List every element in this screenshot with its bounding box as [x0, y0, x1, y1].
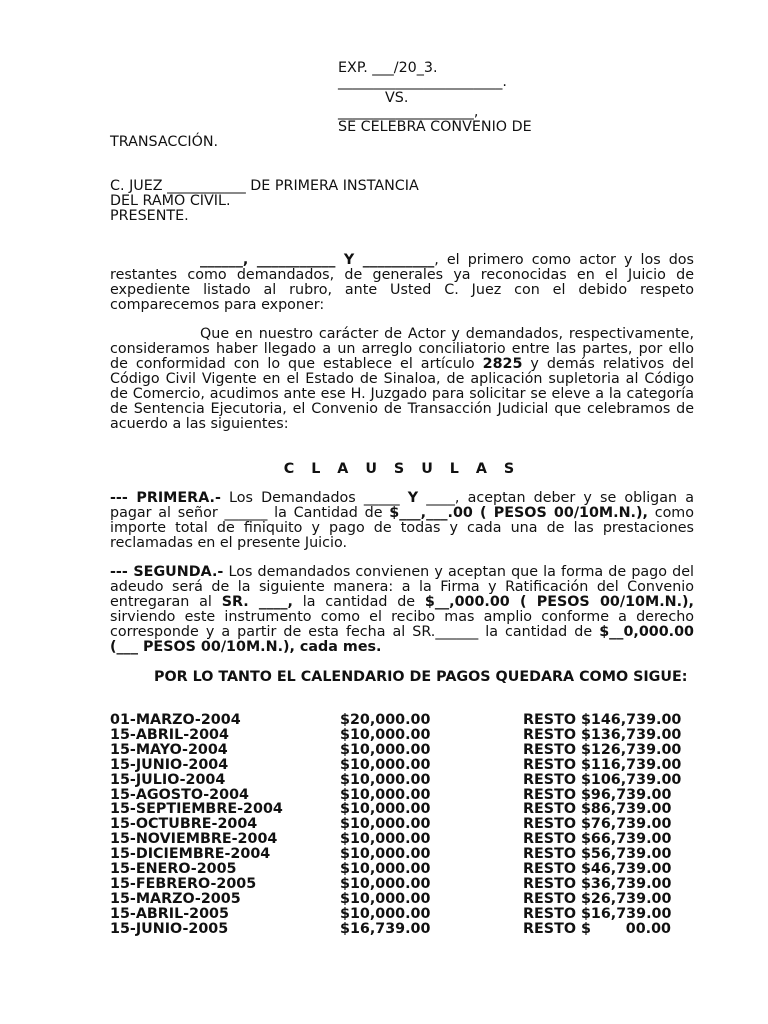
payment-date: 15-JUNIO-2004	[110, 756, 229, 773]
payment-row	[110, 892, 723, 907]
payment-date: 15-MAYO-2004	[110, 741, 228, 758]
payment-date: 15-ABRIL-2005	[110, 905, 229, 922]
payment-row	[110, 847, 723, 862]
defendant-blank-line: ___________________,	[338, 104, 479, 120]
payment-remaining: RESTO $66,739.00	[523, 831, 672, 848]
payment-row	[110, 802, 723, 817]
intro-paragraph: ______, ___________ Y __________, el primero como actor y los dos restantes como demandados, de generales ya reconocidas en el Juicio de expediente listado al rubro, ante Usted C. Juez con el debido respeto comparecemos para exponer:	[110, 252, 694, 313]
payment-date: 15-JUNIO-2005	[110, 920, 229, 937]
payment-date: 01-MARZO-2004	[110, 712, 241, 728]
clauses-title: C L A U S U L A S	[283, 461, 521, 477]
versus-label: VS.	[385, 90, 409, 106]
payment-remaining: RESTO $146,739.00	[523, 712, 682, 728]
plaintiff-blank-line: _______________________.	[338, 74, 507, 90]
payment-amount: $10,000.00	[340, 786, 431, 803]
payment-date: 15-AGOSTO-2004	[110, 786, 249, 803]
payment-date: 15-SEPTIEMBRE-2004	[110, 801, 283, 818]
case-subject: SE CELEBRA CONVENIO DE	[338, 119, 532, 135]
payment-row	[110, 832, 723, 847]
payment-amount: $10,000.00	[340, 831, 431, 848]
payment-remaining: RESTO $ 00.00	[523, 920, 671, 937]
monthly-amount: $__0,000.00 (___ PESOS 00/10M.N.), cada mes.	[110, 624, 694, 655]
parties-names: ______, ___________ Y __________	[200, 252, 435, 268]
payment-row	[110, 743, 723, 758]
payment-row	[110, 788, 723, 803]
payment-remaining: RESTO $76,739.00	[523, 816, 672, 833]
clause-primera: --- PRIMERA.- Los Demandados _____ Y ____, aceptan deber y se obligan a pagar al señor ______ la Cantidad de $___,___.00 ( PESOS 00/10M.N.), como importe total de finiquito y pago de todas y cada una de las prestaciones reclamadas en el presente Juicio.	[110, 490, 694, 551]
addressee-present: PRESENTE.	[110, 208, 189, 224]
payment-row	[110, 728, 723, 743]
payment-remaining: RESTO $116,739.00	[523, 756, 682, 773]
payment-row	[110, 713, 723, 728]
payment-remaining: RESTO $96,739.00	[523, 786, 672, 803]
clause-segunda-label: --- SEGUNDA.-	[110, 564, 224, 580]
payment-row	[110, 862, 723, 877]
payment-remaining: RESTO $136,739.00	[523, 726, 682, 743]
payment-remaining: RESTO $46,739.00	[523, 861, 672, 878]
payment-row	[110, 877, 723, 892]
clause-primera-label: --- PRIMERA.-	[110, 490, 221, 506]
payment-schedule-table	[110, 713, 723, 937]
payment-remaining: RESTO $106,739.00	[523, 771, 682, 788]
payment-remaining: RESTO $126,739.00	[523, 741, 682, 758]
payment-row	[110, 922, 723, 937]
payment-remaining: RESTO $36,739.00	[523, 875, 672, 892]
payment-remaining: RESTO $86,739.00	[523, 801, 672, 818]
payment-remaining: RESTO $16,739.00	[523, 905, 672, 922]
addressee-judge: C. JUEZ ___________ DE PRIMERA INSTANCIA	[110, 178, 419, 194]
payment-date: 15-MARZO-2005	[110, 890, 241, 907]
calendar-heading: POR LO TANTO EL CALENDARIO DE PAGOS QUEDARA COMO SIGUE:	[154, 669, 688, 685]
payment-amount: $10,000.00	[340, 846, 431, 863]
payment-amount: $10,000.00	[340, 905, 431, 922]
payment-amount: $10,000.00	[340, 771, 431, 788]
payment-date: 15-DICIEMBRE-2004	[110, 846, 271, 863]
clause-segunda: --- SEGUNDA.- Los demandados convienen y aceptan que la forma de pago del adeudo será de la siguiente manera: a la Firma y Ratificación del Convenio entregaran al SR. ____, la cantidad de $__,000.00 ( PESOS 00/10M.N.), sirviendo este instrumento como el recibo mas amplio conforme a derecho corresponde y a partir de esta fecha al SR.______ la cantidad de $__0,000.00 (___ PESOS 00/10M.N.), cada mes.	[110, 564, 694, 655]
payment-date: 15-ABRIL-2004	[110, 726, 229, 743]
case-subject-continued: TRANSACCIÓN.	[110, 134, 219, 150]
article-number: 2825	[482, 356, 523, 372]
clause-primera-amount: $___,___.00 ( PESOS 00/10M.N.),	[389, 505, 648, 521]
payment-row	[110, 817, 723, 832]
payment-amount: $10,000.00	[340, 861, 431, 878]
payment-row	[110, 773, 723, 788]
payment-row	[110, 907, 723, 922]
payment-date: 15-NOVIEMBRE-2004	[110, 831, 278, 848]
payment-remaining: RESTO $56,739.00	[523, 846, 672, 863]
payment-amount: $10,000.00	[340, 741, 431, 758]
payment-date: 15-FEBRERO-2005	[110, 875, 257, 892]
payment-amount: $10,000.00	[340, 875, 431, 892]
payment-amount: $10,000.00	[340, 726, 431, 743]
payment-amount: $16,739.00	[340, 920, 431, 937]
payment-amount: $10,000.00	[340, 801, 431, 818]
payment-amount: $10,000.00	[340, 890, 431, 907]
agreement-paragraph: Que en nuestro carácter de Actor y demandados, respectivamente, consideramos haber llegado a un arreglo conciliatorio entre las partes, por ello de conformidad con lo que establece el artículo 2825 y demás relativos del Código Civil Vigente en el Estado de Sinaloa, de aplicación supletoria al Código de Comercio, acudimos ante ese H. Juzgado para solicitar se eleve a la categoría de Sentencia Ejecutoria, el Convenio de Transacción Judicial que celebramos de acuerdo a las siguientes:	[110, 326, 694, 432]
payment-date: 15-JULIO-2004	[110, 771, 226, 788]
payment-amount: $10,000.00	[340, 756, 431, 773]
expediente-number: EXP. ___/20_3.	[338, 60, 438, 76]
payment-amount: $10,000.00	[340, 816, 431, 833]
addressee-branch: DEL RAMO CIVIL.	[110, 193, 231, 209]
payment-remaining: RESTO $26,739.00	[523, 890, 672, 907]
payment-amount: $20,000.00	[340, 712, 431, 728]
payment-row	[110, 758, 723, 773]
payment-date: 15-OCTUBRE-2004	[110, 816, 258, 833]
clause-segunda-amount: $__,000.00 ( PESOS 00/10M.N.),	[424, 594, 694, 610]
payment-date: 15-ENERO-2005	[110, 861, 237, 878]
